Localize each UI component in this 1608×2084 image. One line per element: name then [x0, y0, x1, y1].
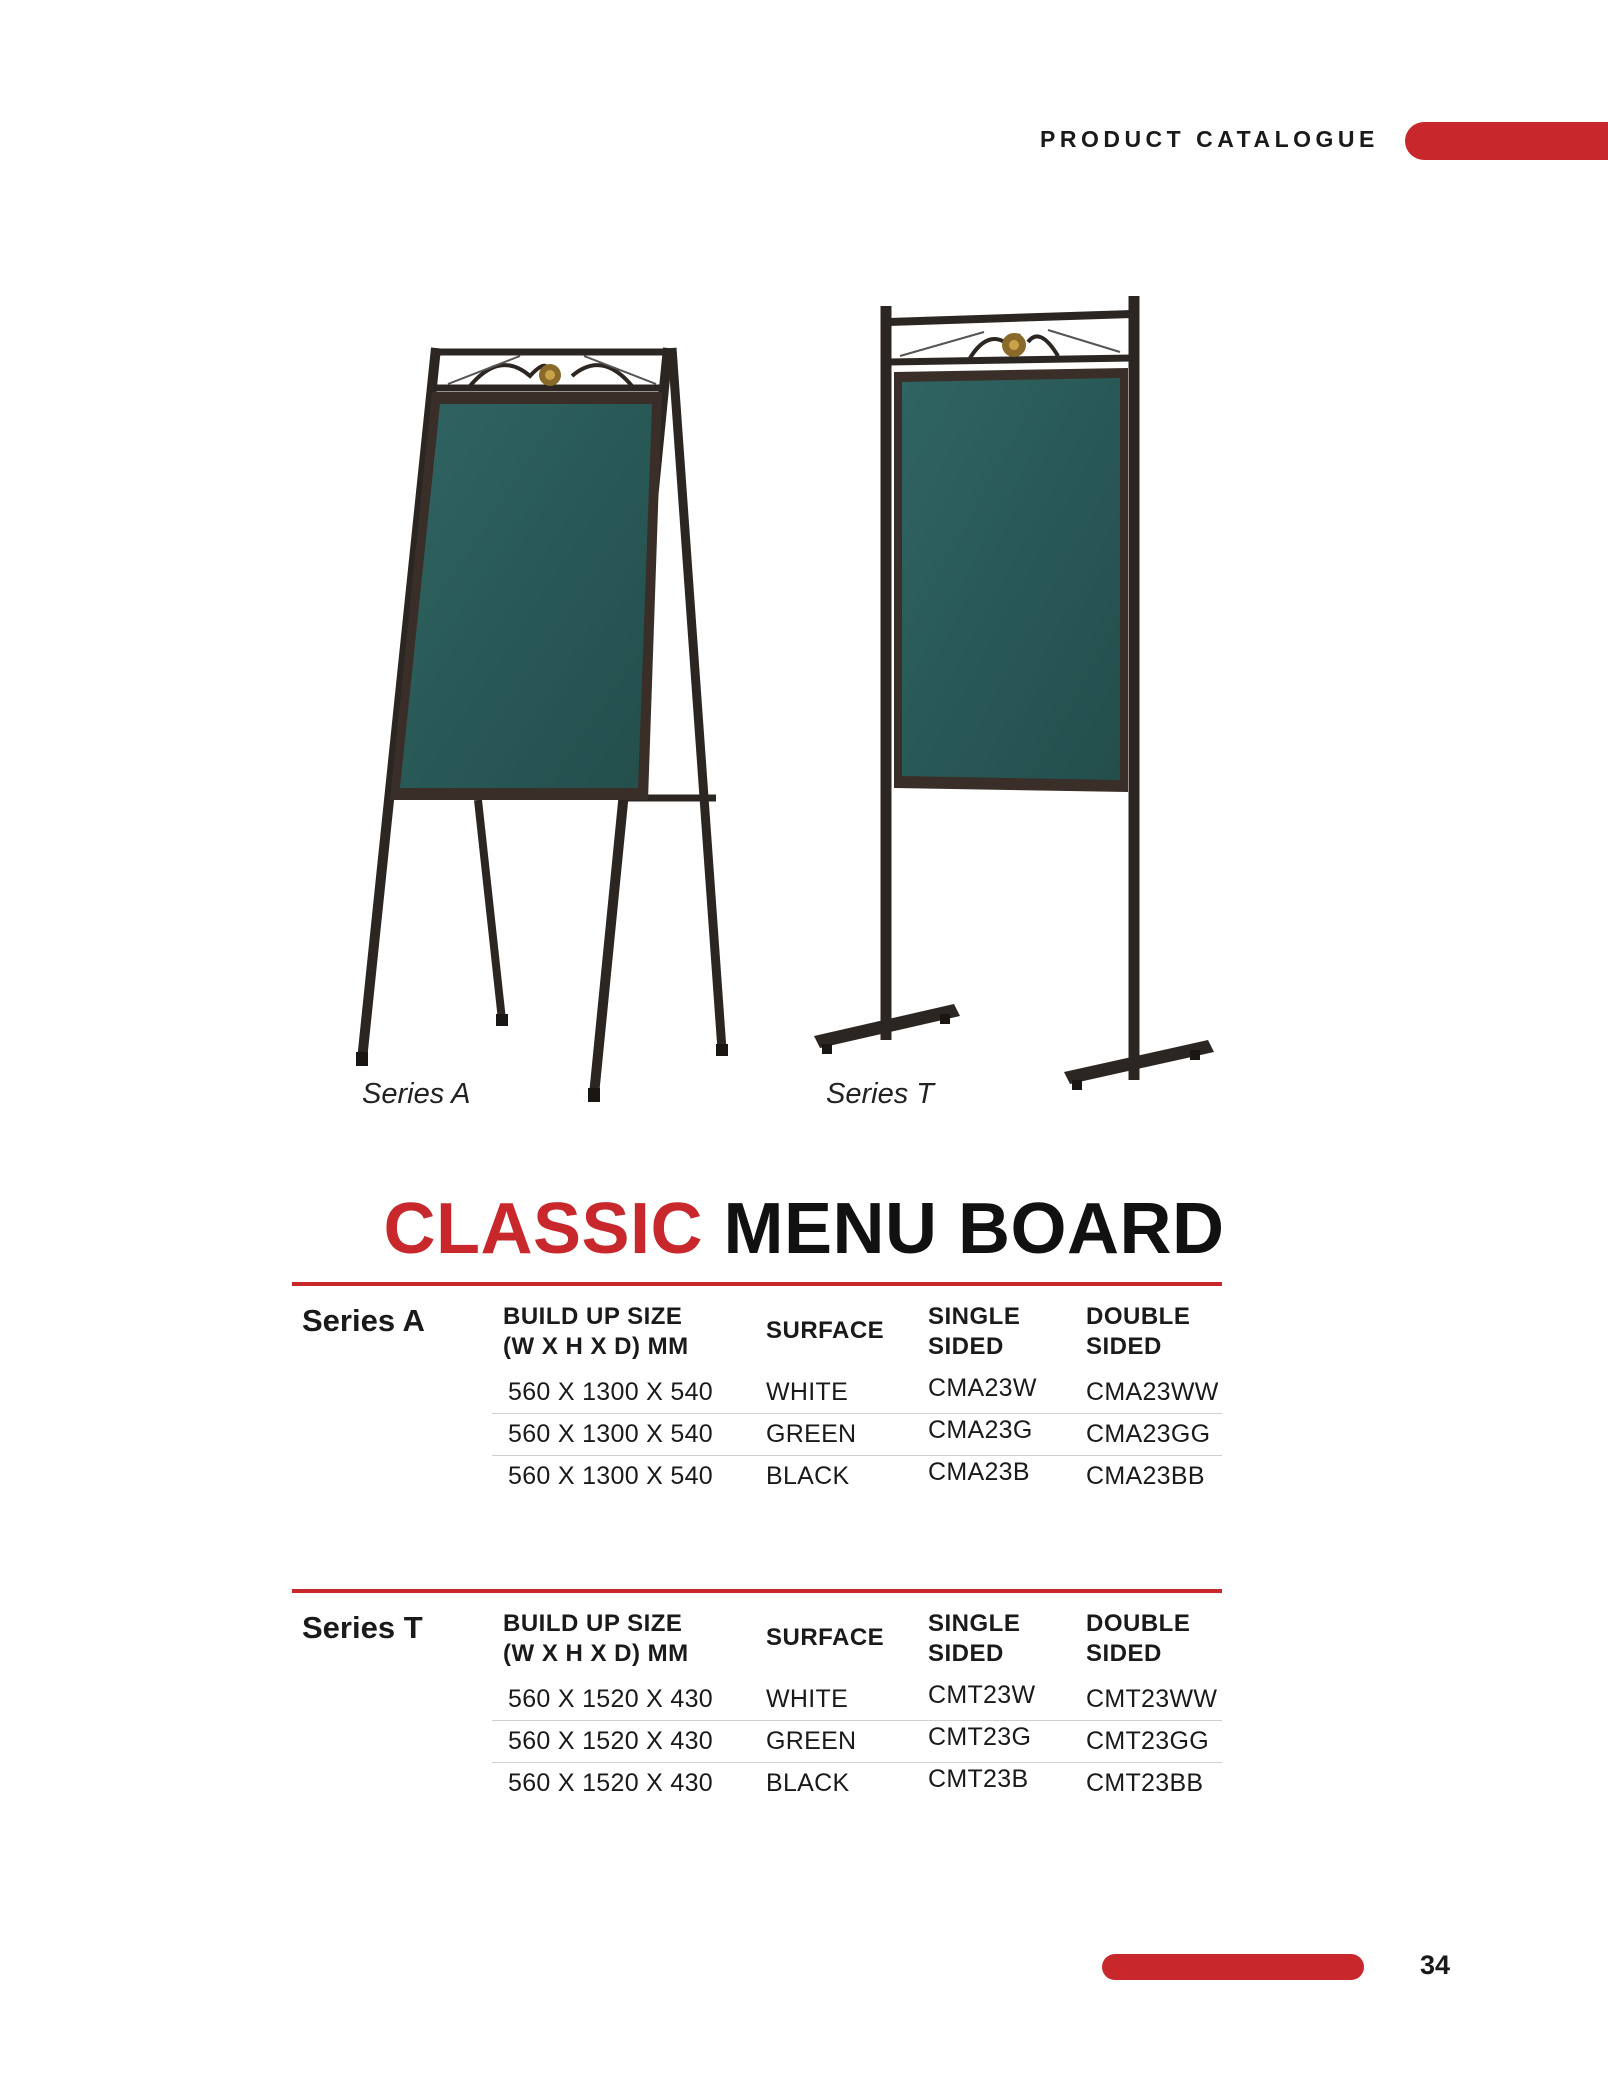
series-t-row-divider — [492, 1720, 1222, 1721]
series-a-row-1-surface: WHITE — [766, 1378, 849, 1406]
series-t-row-1-size: 560 X 1520 X 430 — [508, 1685, 713, 1713]
series-t-name: Series T — [302, 1610, 423, 1645]
series-t-row-1-surface: WHITE — [766, 1685, 849, 1713]
series-t-row-1-double: CMT23WW — [1086, 1685, 1218, 1713]
series-t-row-1-single: CMT23W — [928, 1681, 1036, 1709]
series-a-row-1-size: 560 X 1300 X 540 — [508, 1378, 713, 1406]
series-a-row-3-double: CMA23BB — [1086, 1462, 1205, 1490]
series-t-stand-image — [814, 296, 1214, 1090]
title-rest: MENU BOARD — [723, 1189, 1225, 1269]
series-a-name: Series A — [302, 1303, 425, 1338]
series-a-row-2-surface: GREEN — [766, 1420, 857, 1448]
series-a-row-2-size: 560 X 1300 X 540 — [508, 1420, 713, 1448]
series-a-row-divider — [492, 1413, 1222, 1414]
series-t-top-rule — [292, 1589, 1222, 1593]
series-t-single-header: SINGLE SIDED — [928, 1610, 1021, 1667]
series-a-row-2-double: CMA23GG — [1086, 1420, 1211, 1448]
series-a-row-2-single: CMA23G — [928, 1416, 1033, 1444]
series-t-row-3-surface: BLACK — [766, 1769, 850, 1797]
series-a-stand-image — [356, 348, 728, 1102]
series-t-row-3-double: CMT23BB — [1086, 1769, 1204, 1797]
catalogue-header: PRODUCT CATALOGUE — [1040, 126, 1379, 152]
series-t-surface-header: SURFACE — [766, 1624, 885, 1651]
page-number: 34 — [1420, 1950, 1451, 1980]
series-a-row-3-single: CMA23B — [928, 1458, 1030, 1486]
series-a-row-divider — [492, 1455, 1222, 1456]
series-a-row-3-size: 560 X 1300 X 540 — [508, 1462, 713, 1490]
series-a-double-header: DOUBLE SIDED — [1086, 1303, 1191, 1360]
series-a-row-1-single: CMA23W — [928, 1374, 1037, 1402]
series-t-row-2-surface: GREEN — [766, 1727, 857, 1755]
series-t-row-2-size: 560 X 1520 X 430 — [508, 1727, 713, 1755]
page-title — [0, 1188, 1608, 1270]
footer-accent-bar — [1102, 1954, 1364, 1980]
series-a-row-3-surface: BLACK — [766, 1462, 850, 1490]
series-a-row-1-double: CMA23WW — [1086, 1378, 1219, 1406]
caption-series-a: Series A — [362, 1078, 471, 1110]
series-t-row-3-size: 560 X 1520 X 430 — [508, 1769, 713, 1797]
series-a-top-rule — [292, 1282, 1222, 1286]
series-t-double-header: DOUBLE SIDED — [1086, 1610, 1191, 1667]
caption-series-t: Series T — [826, 1078, 934, 1110]
series-a-single-header: SINGLE SIDED — [928, 1303, 1021, 1360]
series-a-surface-header: SURFACE — [766, 1317, 885, 1344]
series-t-row-2-single: CMT23G — [928, 1723, 1032, 1751]
series-t-row-2-double: CMT23GG — [1086, 1727, 1209, 1755]
series-t-size-header: BUILD UP SIZE (W X H X D) MM — [503, 1610, 689, 1667]
series-a-size-header: BUILD UP SIZE (W X H X D) MM — [503, 1303, 689, 1360]
series-t-row-3-single: CMT23B — [928, 1765, 1029, 1793]
series-t-row-divider — [492, 1762, 1222, 1763]
title-accent: CLASSIC — [383, 1189, 704, 1269]
